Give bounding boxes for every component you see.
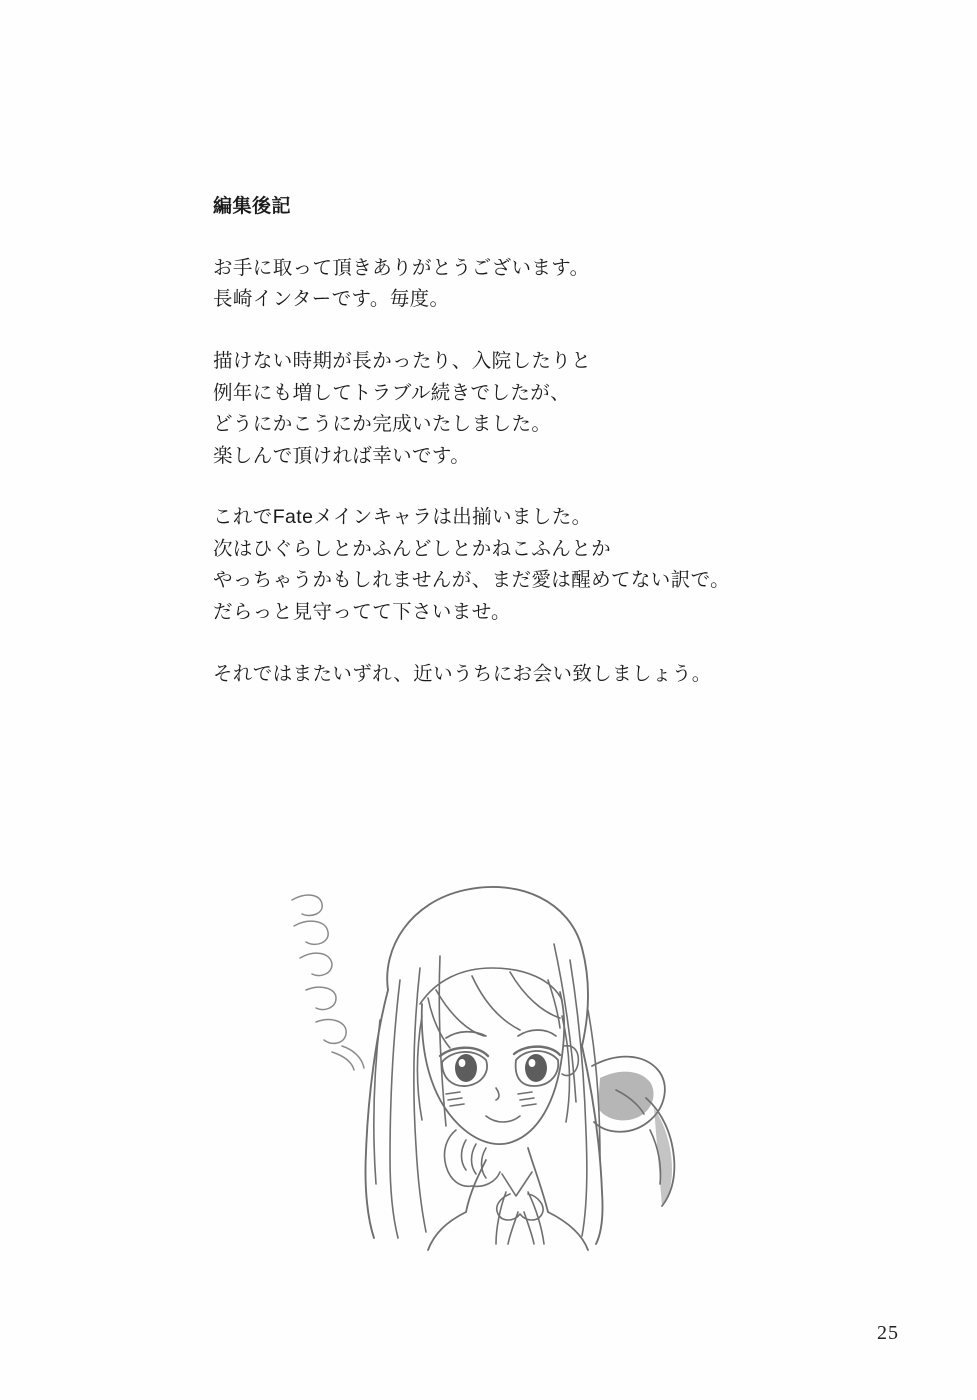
afterword-paragraph bbox=[213, 253, 853, 316]
page-number: 25 bbox=[877, 1322, 899, 1344]
text-line: 長崎インターです。毎度。 bbox=[213, 288, 450, 311]
text-line: やっちゃうかもしれませんが、まだ愛は醒めてない訳で。 bbox=[213, 569, 731, 592]
text-line: これでFateメインキャラは出揃いました。 bbox=[213, 506, 592, 529]
text-line: 次はひぐらしとかふんどしとかねこふんとか bbox=[213, 537, 612, 560]
text-line: どうにかこうにか完成いたしました。 bbox=[213, 413, 552, 436]
text-line: 楽しんで頂ければ幸いです。 bbox=[213, 444, 471, 467]
afterword-paragraph bbox=[213, 502, 853, 628]
pencil-sketch-girl-illustration bbox=[270, 840, 700, 1270]
afterword-paragraph bbox=[213, 659, 853, 691]
afterword-paragraph bbox=[213, 346, 853, 472]
text-line: 例年にも増してトラブル続きでしたが、 bbox=[213, 381, 571, 404]
text-line: それではまたいずれ、近いうちにお会い致しましょう。 bbox=[213, 662, 712, 685]
text-line: 描けない時期が長かったり、入院したりと bbox=[213, 349, 592, 372]
afterword-title: 編集後記 bbox=[213, 196, 292, 217]
text-line: お手に取って頂きありがとうございます。 bbox=[213, 256, 590, 279]
text-line: だらっと見守ってて下さいませ。 bbox=[213, 601, 511, 623]
afterword-section bbox=[213, 196, 853, 690]
